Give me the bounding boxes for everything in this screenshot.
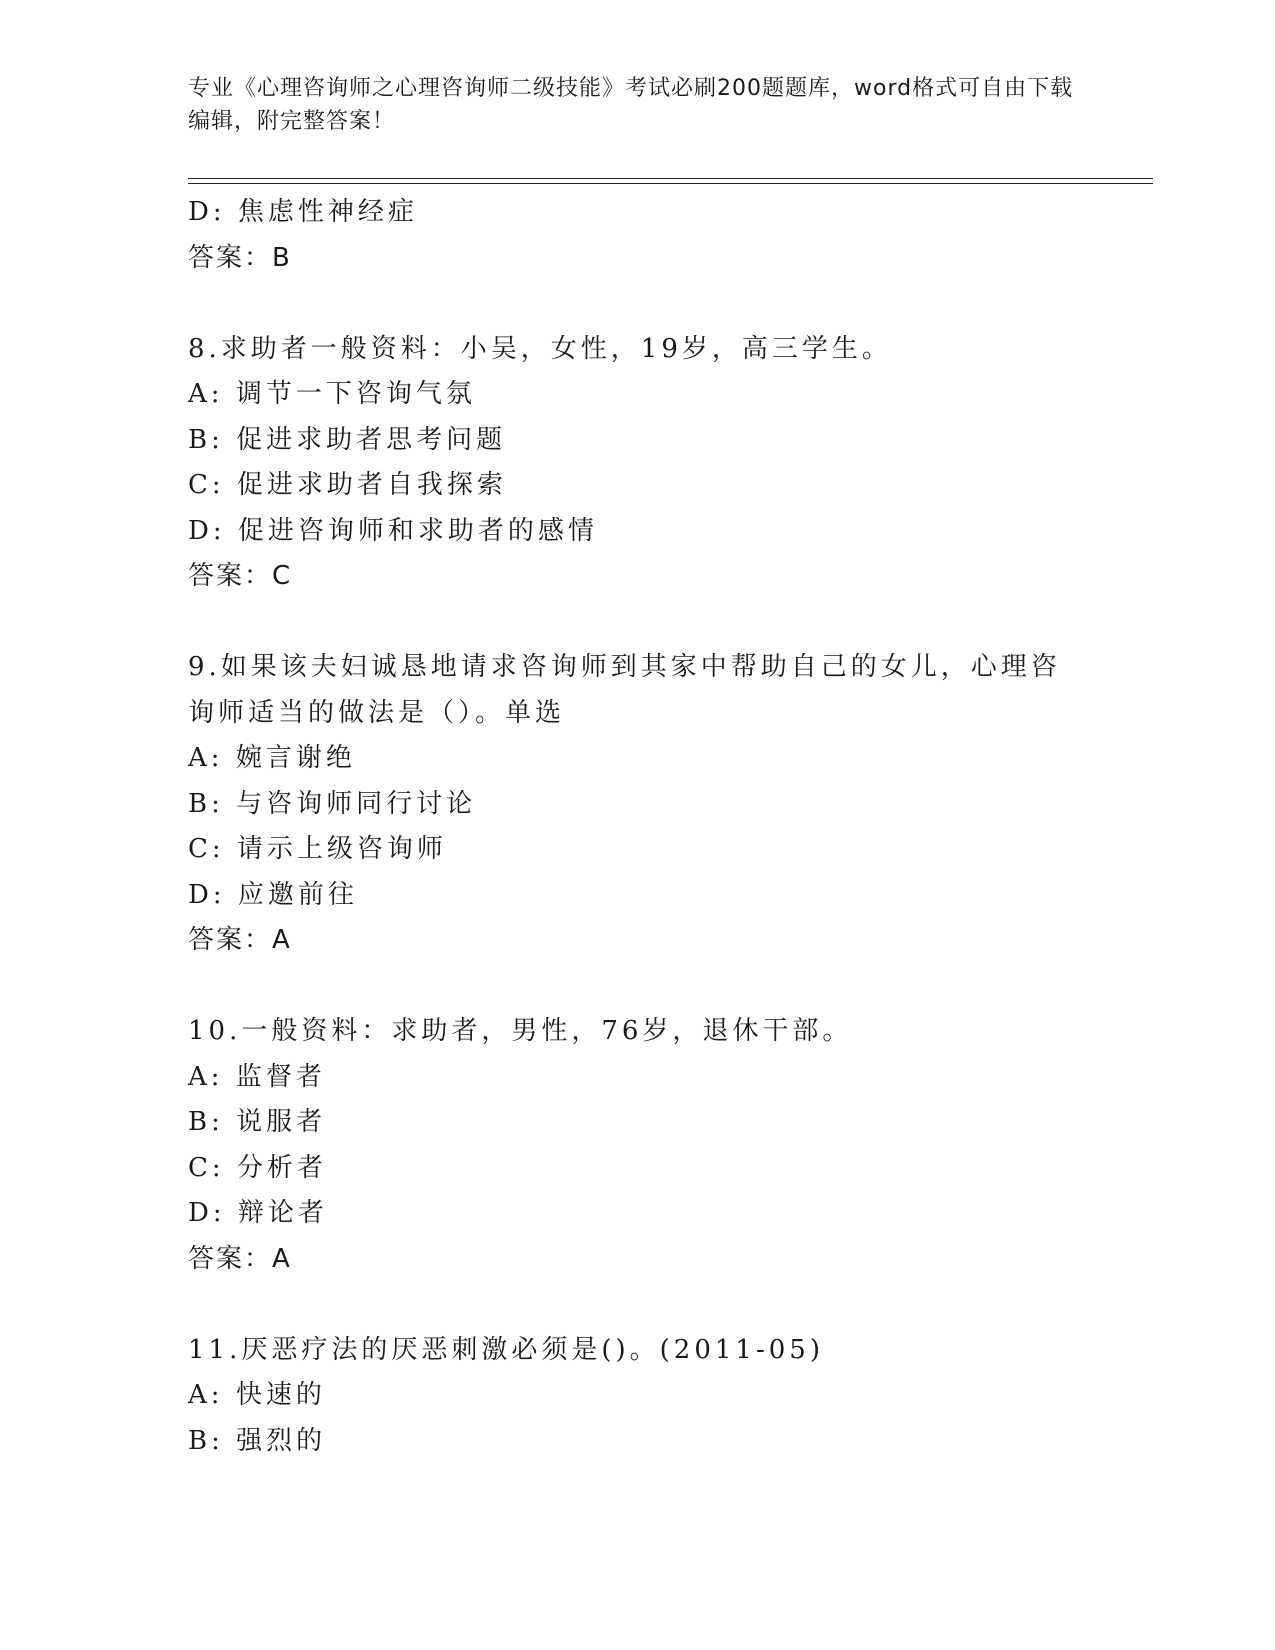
answer-line: 答案：C (188, 561, 293, 591)
answer-line: 答案：A (188, 925, 292, 955)
question-stem: 11.厌恶疗法的厌恶刺激必须是()。(2011-05) (188, 1334, 824, 1365)
option-b: B: 促进求助者思考问题 (188, 424, 507, 455)
question-stem: 10.一般资料：求助者，男性，76岁，退休干部。 (188, 1016, 853, 1046)
option-a: A: 快速的 (188, 1380, 326, 1410)
option-b: B: 强烈的 (188, 1425, 327, 1456)
header-rule-bottom (188, 183, 1153, 184)
document-header: 专业《心理咨询师之心理咨询师二级技能》考试必刷200题题库，word格式可自由下载编辑，附完整答案！ (188, 76, 1074, 134)
option-c: C: 分析者 (188, 1152, 327, 1183)
answer-line: 答案：B (188, 242, 292, 273)
option-a: A: 监督者 (188, 1061, 326, 1092)
option-b: B: 与咨询师同行讨论 (188, 788, 477, 819)
option-c: C: 请示上级咨询师 (188, 834, 447, 864)
option-c: C: 促进求助者自我探索 (188, 470, 507, 500)
option-d: D: 焦虑性神经症 (188, 197, 418, 227)
answer-line: 答案：A (188, 1243, 292, 1274)
option-d: D: 促进咨询师和求助者的感情 (188, 515, 598, 546)
header-rule-top (188, 178, 1153, 179)
option-b: B: 说服者 (188, 1107, 327, 1137)
question-content (188, 190, 1088, 1464)
option-a: A: 调节一下咨询气氛 (188, 379, 476, 409)
option-a: A: 婉言谢绝 (188, 743, 356, 773)
question-stem: 9.如果该夫妇诚恳地请求咨询师到其家中帮助自己的女儿，心理咨询师适当的做法是（）。单选 (188, 652, 1061, 728)
option-d: D: 应邀前往 (188, 879, 358, 910)
question-stem: 8.求助者一般资料：小吴，女性，19岁，高三学生。 (188, 333, 892, 364)
option-d: D: 辩论者 (188, 1198, 328, 1228)
